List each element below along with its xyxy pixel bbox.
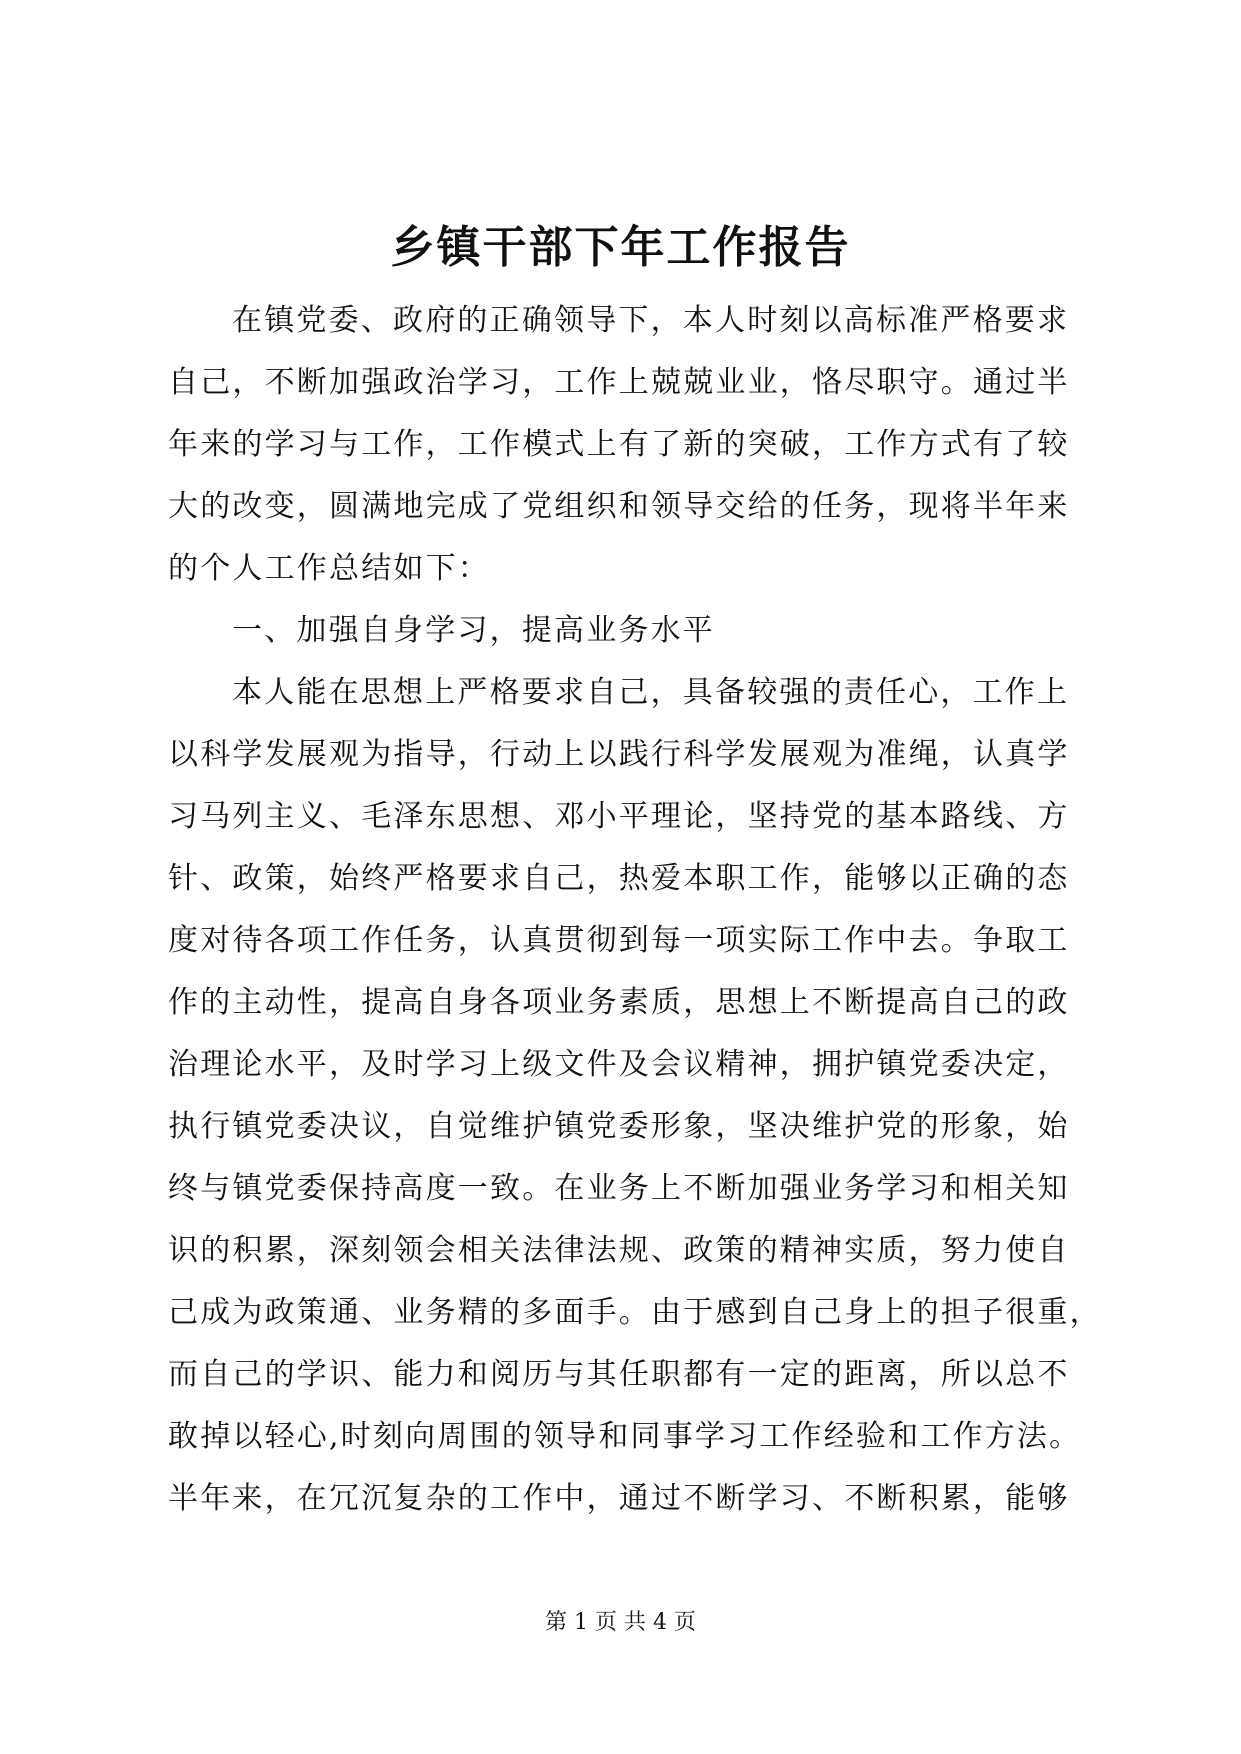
page-number-footer: 第 1 页 共 4 页 bbox=[545, 1610, 696, 1635]
paragraph-line: 自己，不断加强政治学习，工作上兢兢业业，恪尽职守。通过半 bbox=[168, 365, 1070, 400]
section-heading: 一、加强自身学习，提高业务水平 bbox=[232, 613, 715, 648]
paragraph-line: 执行镇党委决议，自觉维护镇党委形象，坚决维护党的形象，始 bbox=[168, 1109, 1070, 1144]
document-body bbox=[168, 290, 1102, 1530]
paragraph-line: 本人能在思想上严格要求自己，具备较强的责任心，工作上 bbox=[232, 675, 1070, 710]
paragraph-line: 半年来，在冗沉复杂的工作中，通过不断学习、不断积累，能够 bbox=[168, 1481, 1070, 1516]
paragraph-line: 在镇党委、政府的正确领导下，本人时刻以高标准严格要求 bbox=[232, 303, 1070, 338]
paragraph-line: 习马列主义、毛泽东思想、邓小平理论，坚持党的基本路线、方 bbox=[168, 799, 1070, 834]
paragraph-line: 大的改变，圆满地完成了党组织和领导交给的任务，现将半年来 bbox=[168, 489, 1070, 524]
paragraph-line: 度对待各项工作任务，认真贯彻到每一项实际工作中去。争取工 bbox=[168, 923, 1070, 958]
paragraph-line: 年来的学习与工作，工作模式上有了新的突破，工作方式有了较 bbox=[168, 427, 1070, 462]
paragraph-line: 敢掉以轻心,时刻向周围的领导和同事学习工作经验和工作方法。 bbox=[168, 1419, 1082, 1454]
paragraph-line: 针、政策，始终严格要求自己，热爱本职工作，能够以正确的态 bbox=[168, 861, 1070, 896]
paragraph-line: 以科学发展观为指导，行动上以践行科学发展观为准绳，认真学 bbox=[168, 737, 1070, 772]
paragraph-line: 终与镇党委保持高度一致。在业务上不断加强业务学习和相关知 bbox=[168, 1171, 1070, 1206]
paragraph-line: 作的主动性，提高自身各项业务素质，思想上不断提高自己的政 bbox=[168, 985, 1070, 1020]
document-title: 乡镇干部下年工作报告 bbox=[390, 222, 851, 273]
paragraph-line: 己成为政策通、业务精的多面手。由于感到自己身上的担子很重， bbox=[168, 1295, 1102, 1330]
paragraph-line: 而自己的学识、能力和阅历与其任职都有一定的距离，所以总不 bbox=[168, 1357, 1070, 1392]
paragraph-line: 的个人工作总结如下： bbox=[168, 551, 490, 586]
paragraph-line: 治理论水平，及时学习上级文件及会议精神，拥护镇党委决定， bbox=[168, 1047, 1070, 1082]
paragraph-line: 识的积累，深刻领会相关法律法规、政策的精神实质，努力使自 bbox=[168, 1233, 1070, 1268]
